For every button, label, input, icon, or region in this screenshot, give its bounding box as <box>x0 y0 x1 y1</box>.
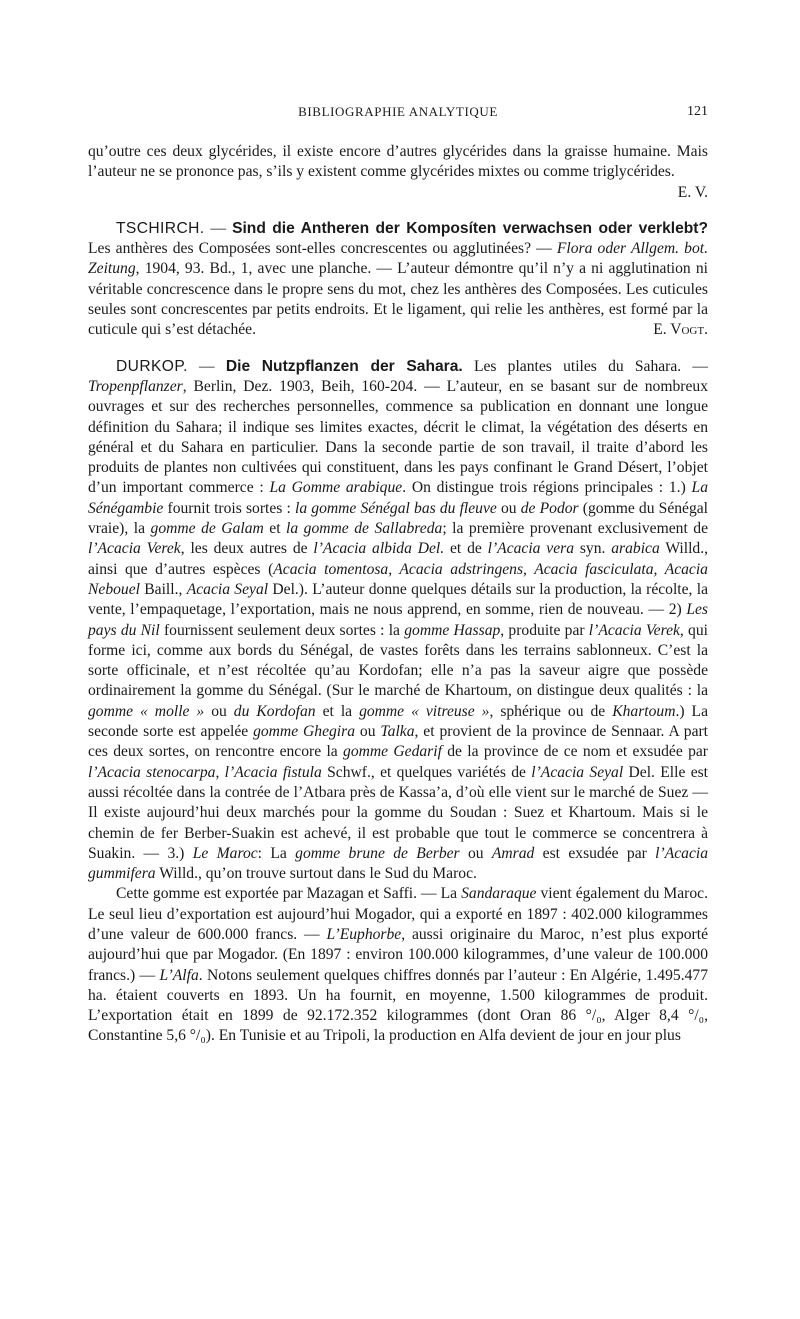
journal-title: Tropenpflanzer <box>88 377 183 395</box>
page-header <box>88 102 708 124</box>
work-title: Sind die Antheren der Komposíten verwachsen oder verklebt? <box>232 219 709 237</box>
page <box>88 102 708 1047</box>
running-title: BIBLIOGRAPHIE ANALYTIQUE <box>298 104 498 119</box>
review-entry-durkop-continued: Cette gomme est exportée par Mazagan et Saffi. — La Sandaraque vient également du Maroc. Le seul lieu d’exportation est aujourd’hui Mogador, qui a exporté en 1897 : 402.000 kilogrammes d’une valeur de 600.000 francs. — L’Euphorbe, aussi originaire du Maroc, n’est plus exporté aujourd’hui que par Mogador. (En 1897 : environ 100.000 kilogrammes, d’une valeur de 100.000 francs.) — L’Alfa. Notons seulement quelques chiffres donnés par l’auteur : En Algérie, 1.495.477 ha. étaient couverts en 1893. Un ha fournit, en moyenne, 1.500 kilogrammes de produit. L’exportation était en 1899 de 92.172.352 kilogrammes (dont Oran 86 °/₀, Alger 8,4 °/₀, Constantine 5,6 °/₀). En Tunisie et au Tripoli, la production en Alfa devient de jour en jour plus <box>88 885 709 1045</box>
review-entry-durkop: DURKOP. — Die Nutzpflanzen der Sahara. Les plantes utiles du Sahara. — Tropenpflanzer, Berlin, Dez. 1903, Beih, 160-204. — L’auteur, en se basant sur de nombreux ouvrages et sur des recherches personnelles, commence sa publication en donnant une longue définition du Sahara; il indique ses limites exactes, décrit le climat, la végétation des déserts en général et du Sahara en particulier. Dans la seconde partie de son travail, il traite d’abord les produits de plantes non cultivées qui constituent, dans les pays confinant le Grand Désert, l’objet d’un important commerce : La Gomme arabique. On distingue trois régions principales : 1.) La Sénégambie fournit trois sortes : la gomme Sénégal bas du fleuve ou de Podor (gomme du Sénégal vraie), la gomme de Galam et la gomme de Sallabreda; la première provenant exclusivement de l’Acacia Verek, les deux autres de l’Acacia albida Del. et de l’Acacia vera syn. arabica Willd., ainsi que d’autres espèces (Acacia tomentosa, Acacia adstringens, Acacia fasciculata, Acacia Nebouel Baill., Acacia Seyal Del.). L’auteur donne quelques détails sur la production, la récolte, la vente, l’empaquetage, l’exportation, mais ne nous apprend, en somme, rien de nouveau. — 2) Les pays du Nil fournissent seulement deux sortes : la gomme Hassap, produite par l’Acacia Verek, qui forme ici, comme aux bords du Sénégal, de vastes forêts dans les terrains sablonneux. C’est la sorte officinale, et n’est récoltée qu’au Kordofan; elle n’a pas la saveur aigre que possède ordinairement la gomme du Sénégal. (Sur le marché de Khartoum, on distingue deux qualités : la gomme « molle » ou du Kordofan et la gomme « vitreuse », sphérique ou de Khartoum.) La seconde sorte est appelée gomme Ghegira ou Talka, et provient de la province de Sennaar. A part ces deux sortes, on rencontre encore la gomme Gedarif de la province de ce nom et exsudée par l’Acacia stenocarpa, l’Acacia fistula Schwf., et quelques variétés de l’Acacia Seyal Del. Elle est aussi récoltée dans la contrée de l’Atbara près de Kassa’a, d’où elle vient sur le marché de Suez — Il existe aujourd’hui deux marchés pour la gomme du Soudan : Suez et Khartoum. Mais si le chemin de fer Berber-Suakin est achevé, il est probable que tout le commerce se concentrera à Suakin. — 3.) Le Maroc: La gomme brune de Berber ou Amrad est exsudée par l’Acacia gummifera Willd., qu’on trouve surtout dans le Sud du Maroc. <box>88 357 709 883</box>
author-name: TSCHIRCH. <box>116 219 205 237</box>
paragraph-continuation <box>88 142 708 201</box>
review-entry-tschirch: TSCHIRCH. — Sind die Antheren der Komposíten verwachsen oder verklebt? Les anthères des Composées sont-elles concrescentes ou agglutinées? — Flora oder Allgem. bot. Zeitung, 1904, 93. Bd., 1, avec une planche. — L’auteur démontre qu’il n’y a ni agglutination ni véritable concrescence dans le propre sens du mot, chez les anthères des Composées. Les cuticules seules sont concrescentes par petits endroits. Et le ligament, qui relie les anthères, est formé par la cuticule qui s’est détachée. E. Vogt. <box>88 219 708 341</box>
signature: E. Vogt. <box>653 321 708 339</box>
paragraph-text: qu’outre ces deux glycérides, il existe encore d’autres glycérides dans la graisse humaine. Mais l’auteur ne se prononce pas, s’ils y existent comme glycérides mixtes ou comme triglycérides. <box>88 143 708 181</box>
author-name: DURKOP. <box>116 357 188 375</box>
page-number: 121 <box>687 104 708 119</box>
signature: E. V. <box>677 183 708 201</box>
work-title: Die Nutzpflanzen der Sahara. <box>225 357 463 375</box>
journal-title: Flora oder Allgem. bot. Zeitung <box>88 240 708 278</box>
